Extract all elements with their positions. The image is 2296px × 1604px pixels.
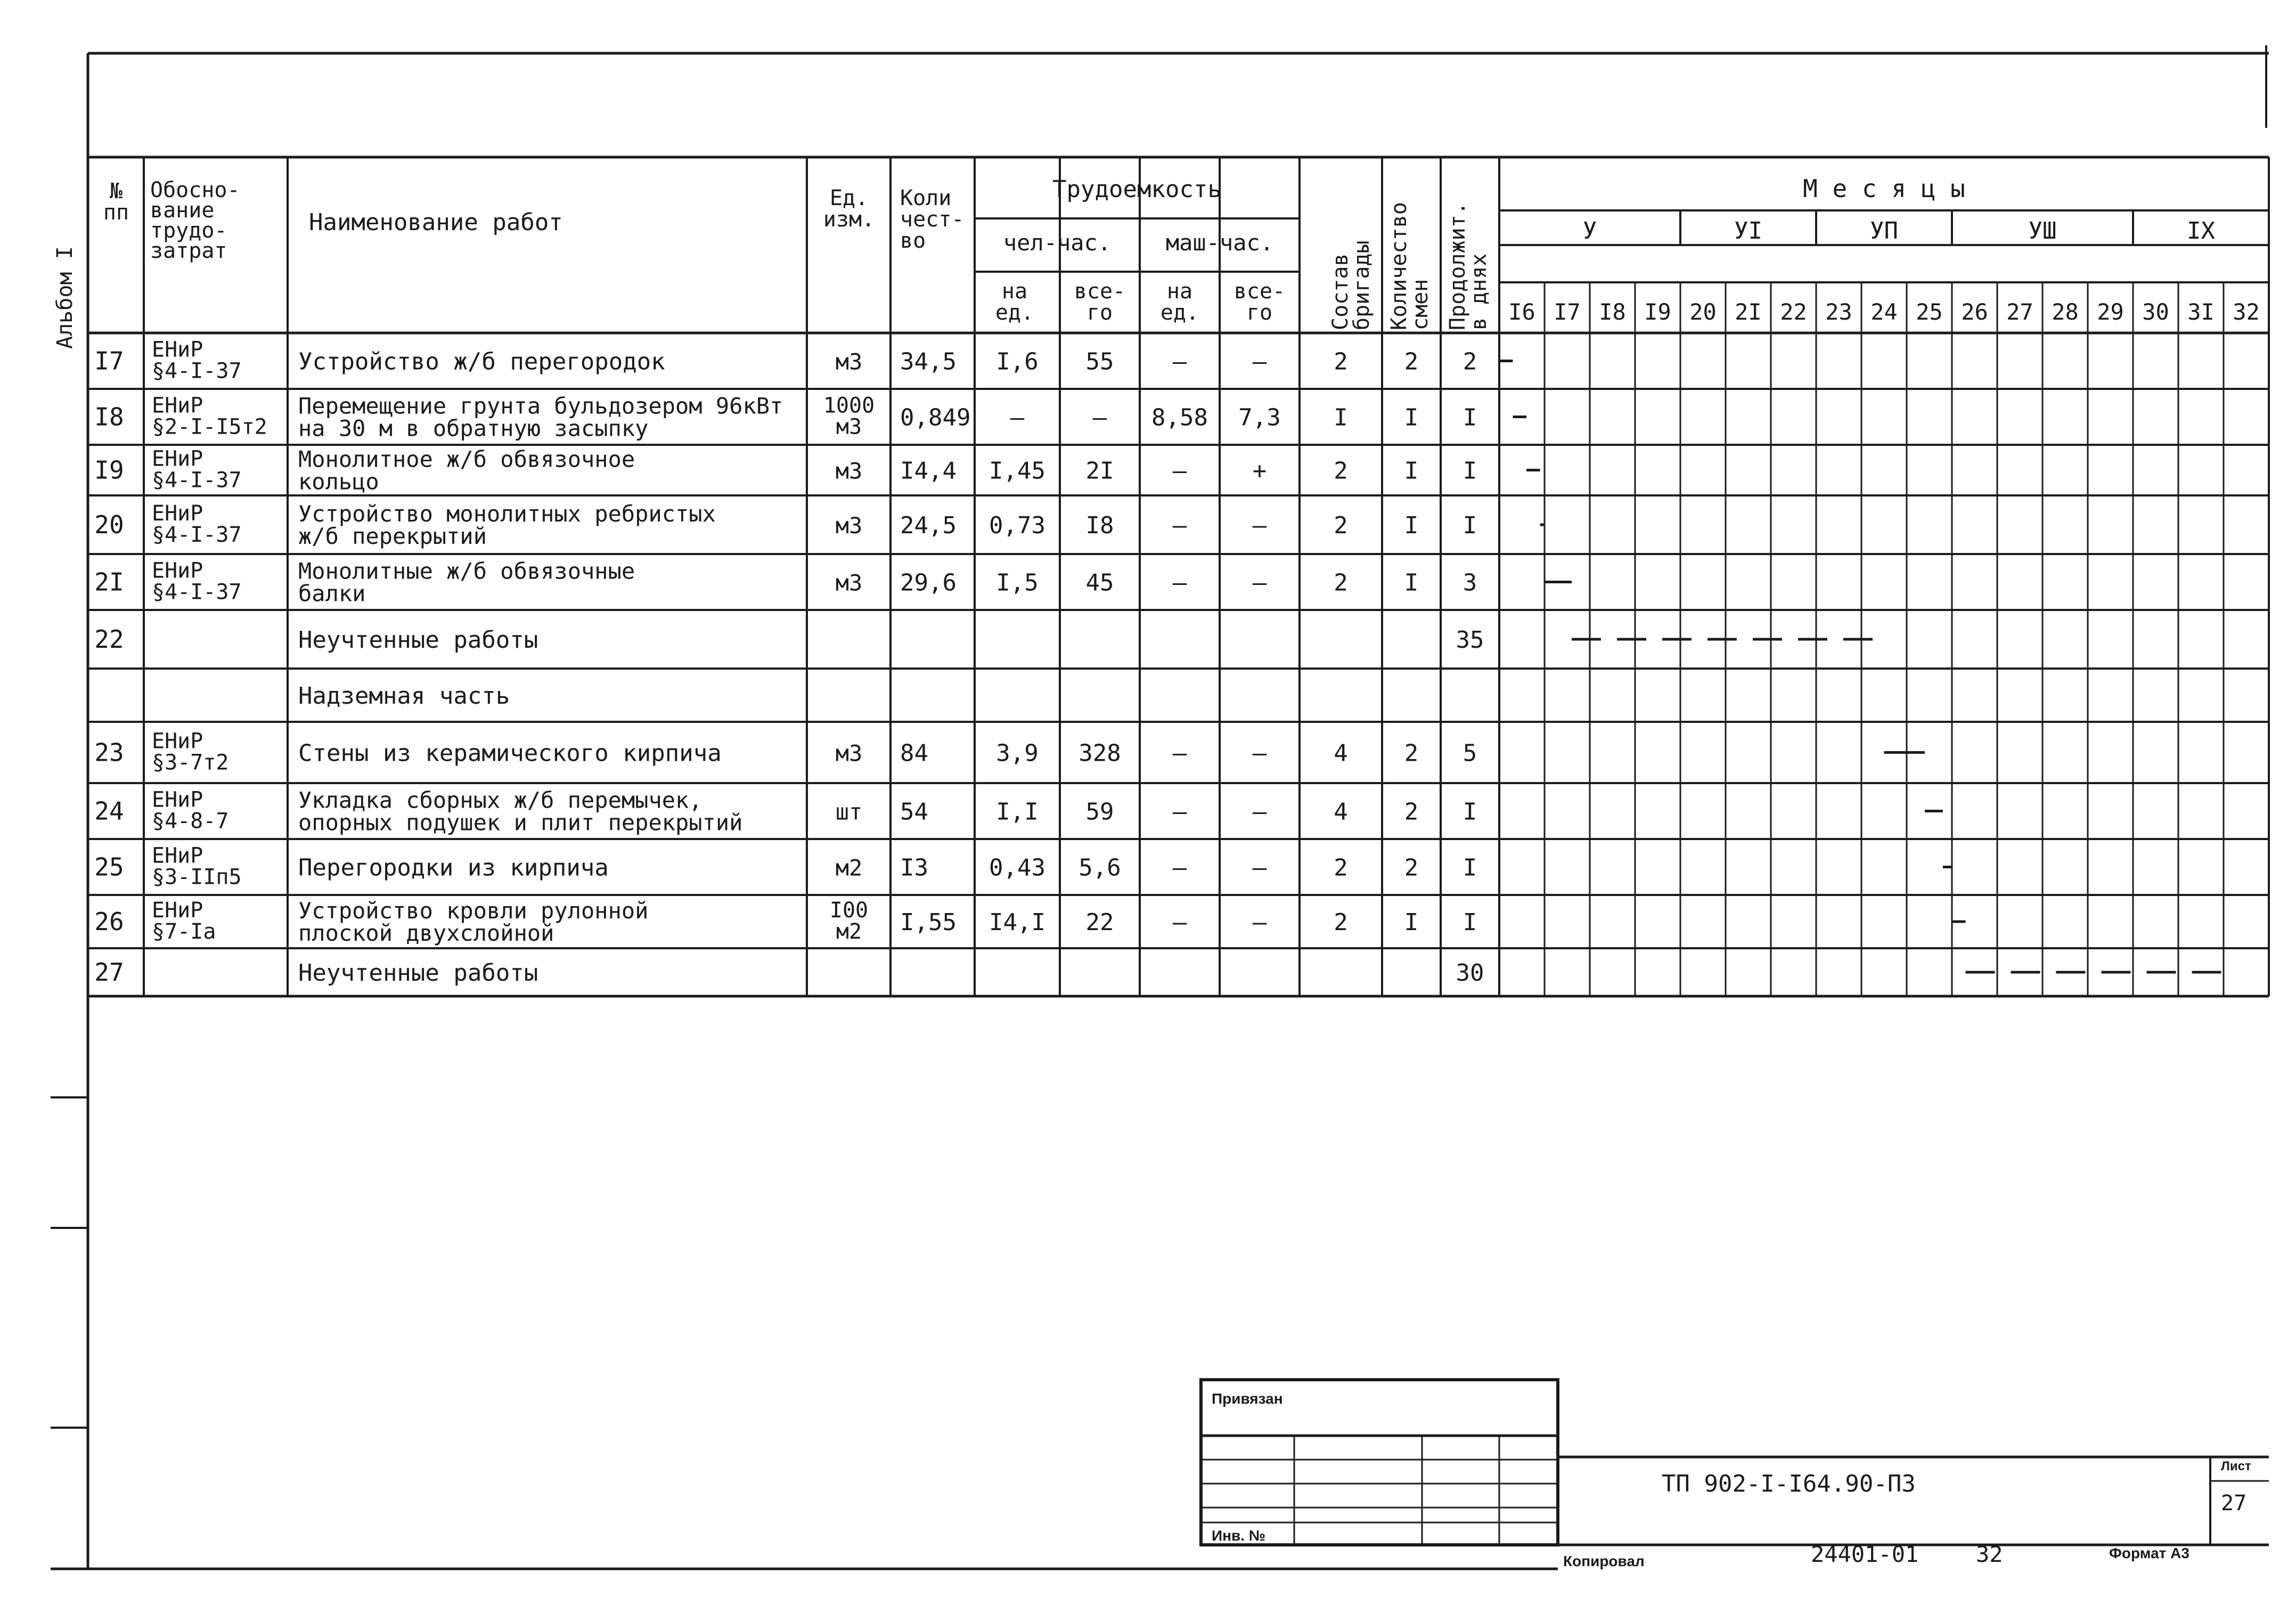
- cell-machine-hours-total: –: [1252, 512, 1267, 539]
- period-label: 2I: [1735, 299, 1762, 325]
- cell-crew: I: [1334, 404, 1348, 431]
- cell-basis: §4-I-37: [152, 468, 242, 493]
- cell-basis: ЕНиР: [152, 501, 203, 526]
- cell-basis: ЕНиР: [152, 843, 203, 868]
- cell-man-hours-unit: 3,9: [996, 739, 1039, 767]
- cell-shifts: 2: [1404, 854, 1419, 882]
- cell-name: Надземная часть: [298, 682, 510, 710]
- cell-unit: м3: [835, 348, 863, 375]
- cell-man-hours-total: 45: [1085, 569, 1114, 597]
- cell-basis: ЕНиР: [152, 337, 203, 362]
- cell-shifts: 2: [1404, 739, 1419, 767]
- cell-basis: ЕНиР: [152, 787, 203, 812]
- header-basis: Обосно-: [150, 178, 240, 202]
- cell-unit: м2: [835, 854, 863, 881]
- cell-basis: §2-I-I5т2: [152, 414, 267, 439]
- cell-name: Укладка сборных ж/б перемычек,: [298, 787, 702, 813]
- cell-machine-hours-unit: –: [1172, 798, 1187, 826]
- cell-shifts: 2: [1404, 798, 1419, 826]
- cell-man-hours-total: 2I: [1085, 457, 1114, 485]
- header-unit: изм.: [823, 207, 875, 232]
- cell-number: 22: [94, 625, 124, 654]
- cell-crew: 2: [1334, 569, 1348, 597]
- cell-name: ж/б перекрытий: [298, 523, 487, 549]
- header-per-unit: ед.: [995, 300, 1034, 325]
- cell-qty: 24,5: [900, 512, 957, 539]
- cell-shifts: I: [1404, 909, 1419, 936]
- cell-number: 27: [94, 958, 124, 987]
- cell-duration: 2: [1462, 348, 1477, 376]
- title-block: [1201, 1380, 2269, 1545]
- header-basis: вание: [150, 198, 215, 223]
- table-row: [94, 501, 1477, 549]
- header-crew: бригады: [1350, 240, 1374, 330]
- stamp-privyazan: Привязан: [1212, 1390, 1283, 1407]
- cell-crew: 2: [1334, 457, 1348, 485]
- cell-qty: 29,6: [900, 569, 957, 597]
- cell-duration: 5: [1462, 739, 1477, 767]
- cell-name: Устройство ж/б перегородок: [298, 348, 665, 376]
- cell-qty: 84: [900, 739, 928, 767]
- table-row: [94, 393, 1477, 442]
- cell-basis: §4-I-37: [152, 523, 242, 547]
- drawing-code: ТП 902-I-I64.90-ПЗ: [1662, 1470, 1916, 1497]
- period-label: 20: [1689, 299, 1717, 325]
- cell-man-hours-unit: I,45: [989, 457, 1045, 485]
- cell-machine-hours-unit: –: [1172, 457, 1187, 485]
- album-label: Альбом I: [53, 246, 77, 349]
- format-label: Формат А3: [2109, 1545, 2189, 1561]
- cell-unit: шт: [835, 799, 863, 825]
- cell-duration: 3: [1462, 569, 1477, 597]
- cell-crew: 4: [1334, 798, 1348, 826]
- cell-unit: м3: [835, 512, 863, 539]
- cell-machine-hours-unit: –: [1172, 909, 1187, 936]
- cell-machine-hours-unit: –: [1172, 569, 1187, 597]
- cell-man-hours-total: 5,6: [1078, 854, 1121, 882]
- cell-machine-hours-total: –: [1252, 909, 1267, 936]
- month-label: У: [1582, 217, 1597, 245]
- copied-label: Копировал: [1563, 1553, 1645, 1569]
- cell-unit: 1000: [823, 393, 875, 418]
- cell-number: 24: [94, 796, 124, 826]
- cell-name: Неучтенные работы: [298, 626, 538, 654]
- period-label: I7: [1554, 299, 1581, 325]
- cell-qty: I,55: [900, 909, 957, 936]
- cell-machine-hours-total: 7,3: [1238, 404, 1281, 431]
- cell-machine-hours-unit: 8,58: [1151, 404, 1208, 431]
- period-label: 27: [2006, 299, 2033, 325]
- cell-basis: §4-I-37: [152, 580, 242, 605]
- cell-duration: 30: [1456, 959, 1484, 987]
- cell-machine-hours-total: –: [1252, 798, 1267, 826]
- period-label: 3I: [2187, 299, 2215, 325]
- table-row: [94, 625, 1484, 654]
- cell-duration: I: [1462, 457, 1477, 485]
- cell-crew: 2: [1334, 512, 1348, 539]
- table-row: [94, 338, 1477, 384]
- sheet-number: 27: [2221, 1491, 2247, 1516]
- cell-crew: 4: [1334, 739, 1348, 767]
- cell-duration: I: [1462, 404, 1477, 431]
- cell-machine-hours-unit: –: [1172, 348, 1187, 376]
- month-label: УI: [1734, 217, 1762, 245]
- period-label: I8: [1599, 299, 1626, 325]
- cell-man-hours-total: –: [1092, 404, 1107, 431]
- cell-crew: 2: [1334, 909, 1348, 936]
- cell-man-hours-unit: I,6: [996, 348, 1039, 376]
- cell-machine-hours-unit: –: [1172, 512, 1187, 539]
- header-total: все-: [1074, 279, 1126, 304]
- period-label: 24: [1870, 299, 1898, 325]
- schedule-table: [88, 157, 2269, 996]
- cell-name: опорных подушек и плит перекрытий: [298, 809, 743, 836]
- table-row: [298, 682, 510, 710]
- cell-name: Стены из керамического кирпича: [298, 739, 722, 767]
- header-per-unit: на: [1166, 279, 1193, 304]
- table-row: [94, 787, 1477, 836]
- header-qty: во: [900, 229, 926, 253]
- cell-machine-hours-total: –: [1252, 854, 1267, 882]
- table-row: [94, 958, 1484, 987]
- period-label: I9: [1644, 299, 1671, 325]
- months-title: М е с я ц ы: [1803, 174, 1965, 203]
- cell-basis: ЕНиР: [152, 729, 203, 754]
- cell-name: Монолитные ж/б обвязочные: [298, 558, 635, 584]
- header-labor: Трудоемкость: [1052, 176, 1222, 203]
- table-row: [94, 898, 1477, 946]
- cell-name: Неучтенные работы: [298, 959, 538, 987]
- cell-unit: м3: [835, 740, 863, 767]
- page-number: 32: [1976, 1541, 2003, 1567]
- cell-unit: м3: [836, 414, 862, 439]
- cell-basis: ЕНиР: [152, 558, 203, 583]
- period-label: 26: [1961, 299, 1988, 325]
- cell-man-hours-total: 328: [1078, 739, 1121, 767]
- cell-unit: I00: [829, 898, 869, 923]
- cell-man-hours-total: 55: [1085, 348, 1114, 376]
- cell-name: Монолитное ж/б обвязочное: [298, 446, 635, 473]
- cell-basis: ЕНиР: [152, 393, 203, 418]
- cell-shifts: I: [1404, 569, 1419, 597]
- cell-man-hours-unit: –: [1010, 404, 1025, 431]
- cell-machine-hours-total: –: [1252, 348, 1267, 376]
- period-label: 29: [2097, 299, 2124, 325]
- cell-shifts: 2: [1404, 348, 1419, 376]
- cell-qty: 54: [900, 798, 928, 826]
- period-label: I6: [1508, 299, 1535, 325]
- header-basis: трудо-: [150, 218, 227, 243]
- header-duration: Продолжит.: [1445, 202, 1470, 330]
- header-machine-hours: маш-час.: [1165, 230, 1274, 256]
- cell-number: 23: [94, 738, 124, 767]
- header-shifts: Количество: [1387, 202, 1411, 330]
- cell-number: 20: [94, 510, 124, 539]
- cell-qty: 34,5: [900, 348, 957, 376]
- cell-man-hours-total: I8: [1085, 512, 1114, 539]
- cell-name: Перегородки из кирпича: [298, 854, 609, 882]
- table-row: [94, 844, 1477, 890]
- header-basis: затрат: [150, 239, 227, 263]
- header-shifts: смен: [1408, 279, 1433, 330]
- table-row: [94, 729, 1477, 775]
- cell-man-hours-unit: 0,43: [989, 854, 1045, 882]
- month-label: УШ: [2028, 217, 2057, 245]
- header-per-unit: ед.: [1160, 300, 1199, 325]
- header-per-unit: на: [1001, 279, 1028, 304]
- cell-basis: ЕНиР: [152, 898, 203, 923]
- cell-shifts: I: [1404, 512, 1419, 539]
- header-qty: Коли: [900, 186, 952, 210]
- cell-number: I9: [94, 455, 124, 485]
- cell-basis: §3-7т2: [152, 750, 229, 775]
- cell-machine-hours-total: –: [1252, 739, 1267, 767]
- header-name: Наименование работ: [309, 209, 563, 236]
- cell-shifts: I: [1404, 404, 1419, 431]
- period-label: 28: [2052, 299, 2079, 325]
- cell-number: I7: [94, 346, 124, 376]
- cell-name: Перемещение грунта бульдозером 96кВт: [298, 393, 783, 419]
- period-label: 30: [2142, 299, 2169, 325]
- cell-machine-hours-unit: –: [1172, 854, 1187, 882]
- header-duration: в днях: [1467, 253, 1491, 330]
- cell-man-hours-unit: I,I: [996, 798, 1039, 826]
- header-total: го: [1246, 300, 1273, 325]
- cell-qty: 0,849: [900, 404, 971, 431]
- cell-man-hours-total: 22: [1085, 909, 1114, 936]
- month-label: УП: [1870, 217, 1898, 245]
- cell-duration: 35: [1456, 626, 1484, 654]
- cell-machine-hours-total: +: [1252, 457, 1267, 485]
- cell-duration: I: [1462, 512, 1477, 539]
- cell-machine-hours-total: –: [1252, 569, 1267, 597]
- cell-crew: 2: [1334, 854, 1348, 882]
- stamp-inventory: Инв. №: [1212, 1527, 1266, 1544]
- cell-duration: I: [1462, 854, 1477, 882]
- cell-number: 2I: [94, 567, 124, 597]
- period-label: 25: [1916, 299, 1943, 325]
- cell-name: балки: [298, 580, 366, 607]
- header-qty: чест-: [900, 207, 965, 232]
- cell-unit: м3: [835, 569, 863, 596]
- cell-qty: I4,4: [900, 457, 957, 485]
- cell-man-hours-total: 59: [1085, 798, 1114, 826]
- cell-shifts: I: [1404, 457, 1419, 485]
- cell-machine-hours-unit: –: [1172, 739, 1187, 767]
- cell-name: Устройство кровли рулонной: [298, 898, 649, 924]
- cell-basis: §4-I-37: [152, 359, 242, 384]
- cell-unit: м3: [835, 458, 863, 484]
- header-unit: Ед.: [829, 186, 869, 210]
- cell-basis: §4-8-7: [152, 809, 229, 834]
- header-crew: Состав: [1328, 253, 1353, 330]
- cell-name: плоской двухслойной: [298, 920, 554, 946]
- cell-basis: ЕНиР: [152, 446, 203, 471]
- order-number: 24401-01: [1811, 1541, 1919, 1567]
- cell-number: 25: [94, 852, 124, 882]
- period-label: 32: [2233, 299, 2260, 325]
- table-row: [94, 446, 1477, 495]
- header-total: все-: [1233, 279, 1286, 304]
- cell-number: 26: [94, 907, 124, 936]
- cell-man-hours-unit: 0,73: [989, 512, 1045, 539]
- sheet-label: Лист: [2221, 1459, 2251, 1473]
- cell-name: кольцо: [298, 468, 379, 495]
- cell-man-hours-unit: I,5: [996, 569, 1039, 597]
- cell-name: на 30 м в обратную засыпку: [298, 415, 649, 442]
- cell-crew: 2: [1334, 348, 1348, 376]
- cell-unit: м2: [836, 919, 862, 944]
- header-total: го: [1086, 300, 1113, 325]
- cell-basis: §3-IIп5: [152, 865, 242, 890]
- cell-basis: §7-Iа: [152, 919, 216, 944]
- header-man-hours: чел-час.: [1003, 230, 1112, 256]
- month-label: IX: [2187, 217, 2215, 245]
- cell-qty: I3: [900, 854, 928, 882]
- period-label: 23: [1825, 299, 1852, 325]
- header-num: пп: [103, 200, 129, 225]
- cell-duration: I: [1462, 798, 1477, 826]
- cell-duration: I: [1462, 909, 1477, 936]
- cell-number: I8: [94, 402, 124, 431]
- cell-name: Устройство монолитных ребристых: [298, 501, 716, 527]
- cell-man-hours-unit: I4,I: [989, 909, 1045, 936]
- period-label: 22: [1780, 299, 1807, 325]
- table-row: [94, 558, 1477, 607]
- header-num: №: [109, 179, 123, 203]
